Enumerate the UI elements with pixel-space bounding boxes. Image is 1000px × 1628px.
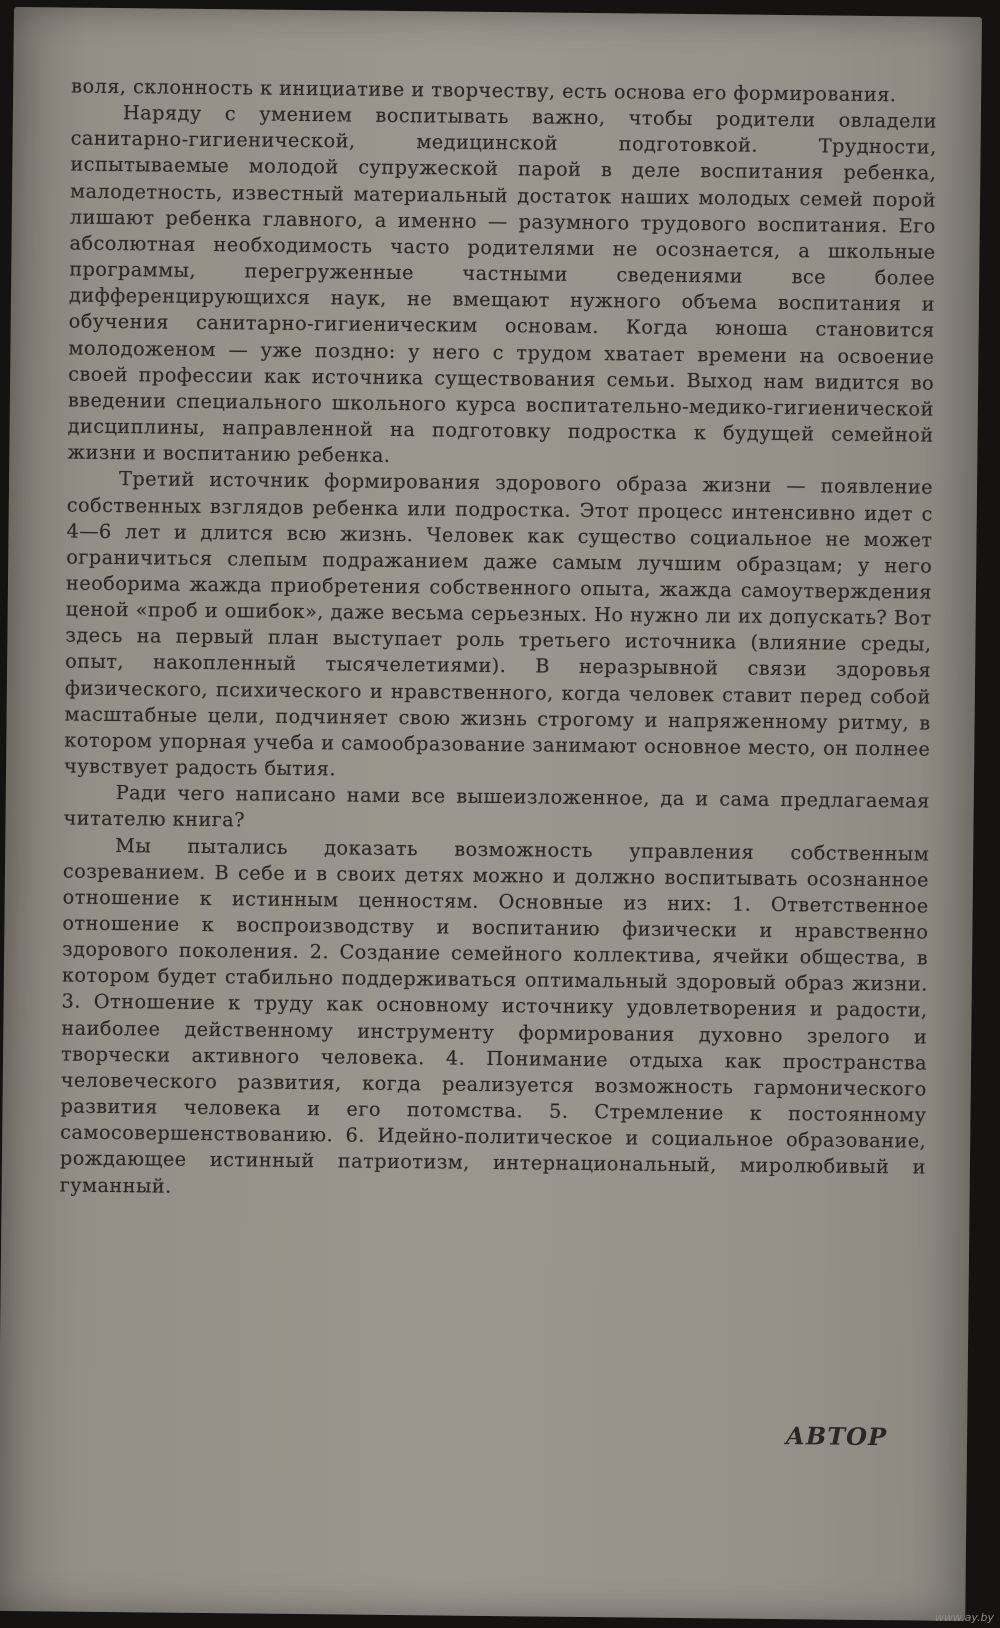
paragraph-4: Ради чего написано нами все вышеизложенное, да и сама предлагаемая читателю книга? <box>63 781 930 832</box>
paragraph-2: Наряду с умением воспитывать важно, чтобы родители овладели санитарно-гигиенической, медицинской подготовкой. Трудности, испытываемые молодой супружеской парой в деле воспитания ребенка, малодетность, известный материальный достаток наших молодых семей порой лишают ребенка главного, а именно — разумного трудового воспитания. Его абсолютная необходимость часто родителями не осознается, а школьные программы, перегруженные частными сведениями все более дифференцирующихся наук, не вмещают нужного объема воспитания и обучения санитарно-гигиеническим основам. Когда юноша становится молодоженом — уже поздно: у него с трудом хватает времени на освоение своей профессии как источника существования семьи. Выход нам видится во введении специального школьного курса воспитательно-медико-гигиенической дисциплины, направленной на подготовку подростка к будущей семейной жизни и воспитанию ребенка. <box>67 101 938 468</box>
site-watermark: www.ay.by <box>934 1611 994 1624</box>
book-page <box>0 7 982 1621</box>
author-signature: АВТОР <box>785 1421 888 1452</box>
paragraph-3: Третий источник формирования здорового образа жизни — появление собственных взглядов ребенка или подростка. Этот процесс интенсивно идет с 4—6 лет и длится всю жизнь. Человек как существо социальное не может ограничиться слепым подражанием даже самым лучшим образцам; у него необорима жажда приобретения собственного опыта, жажда самоутверждения ценой «проб и ошибок», даже весьма серьезных. Но нужно ли их допускать? Вот здесь на первый план выступает роль третьего источника (влияние среды, опыт, накопленный тысячелетиями). В неразрывной связи здоровья физического, психического и нравственного, когда человек ставит перед собой масштабные цели, подчиняет свою жизнь строгому и напряженному ритму, в котором упорная учеба и самообразование занимают основное место, он полнее чувствует радость бытия. <box>63 467 934 781</box>
body-text <box>60 74 938 1208</box>
paragraph-1: воля, склонность к инициативе и творчеству, есть основа его формирования. <box>71 74 897 107</box>
paragraph-5: Мы пытались доказать возможность управления собственным созреванием. В себе и в своих детях можно и должно воспитывать осознанное отношение к истинным ценностям. Основные из них: 1. Ответственное отношение к воспроизводству и воспитанию физически и нравственно здорового поколения. 2. Создание семейного коллектива, ячейки общества, в котором будет стабильно поддерживаться оптимальный здоровый образ жизни. 3. Отношение к труду как основному источнику удовлетворения и радости, наиболее действенному инструменту формирования духовно зрелого и творчески активного человека. 4. Понимание отдыха как пространства человеческого развития, когда реализуется возможность гармонического развития человека и его потомства. 5. Стремление к постоянному самосовершенствованию. 6. Идейно-политическое и социальное образование, рождающее истинный патриотизм, интернациональный, миролюбивый и гуманный. <box>59 833 930 1198</box>
